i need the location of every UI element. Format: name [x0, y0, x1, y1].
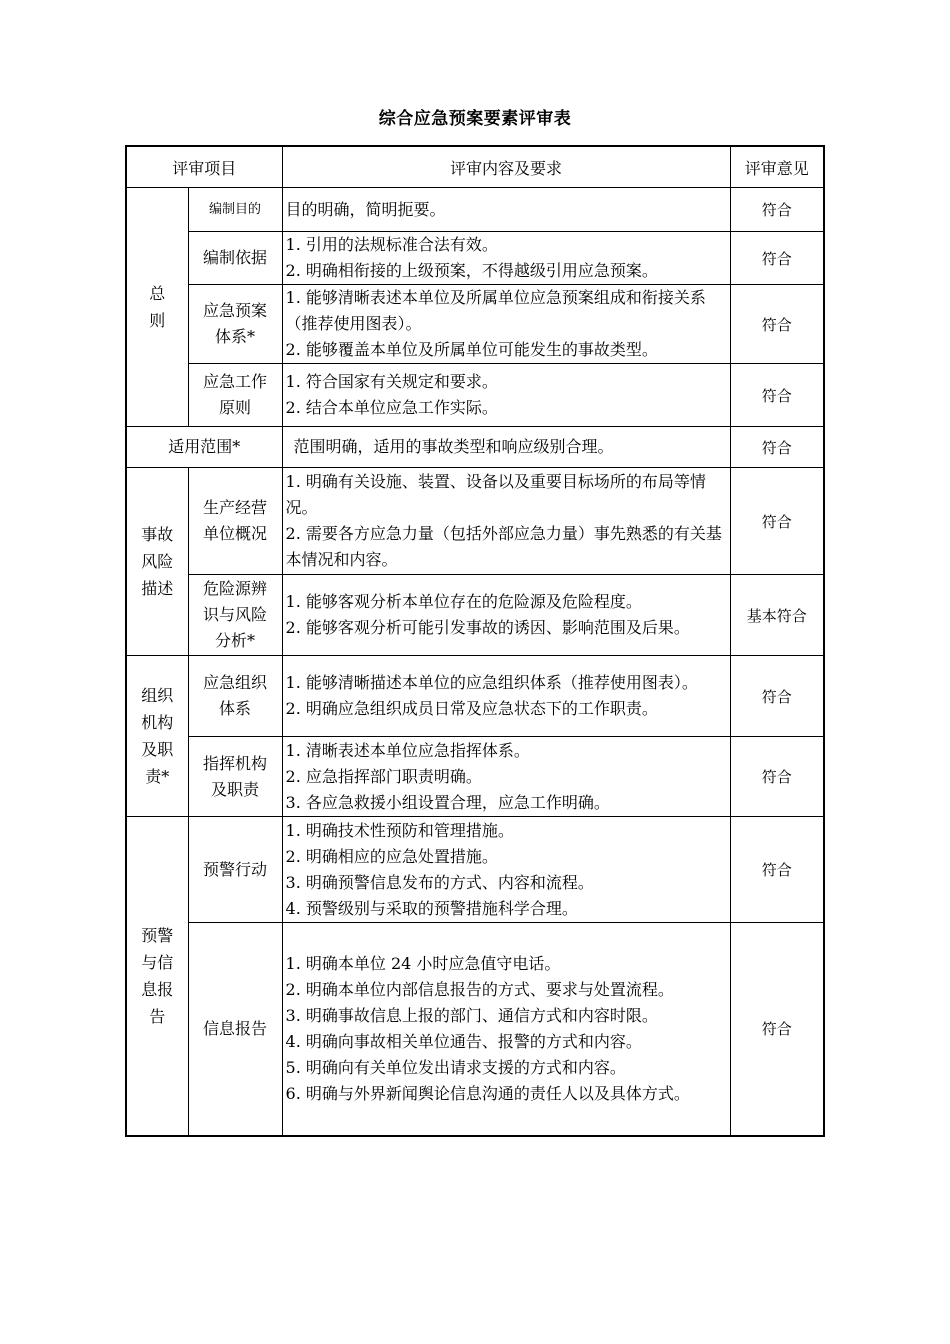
content-item: 6. 明确与外界新闻舆论信息沟通的责任人以及具体方式。: [285, 1083, 690, 1103]
header-item: 评审项目: [126, 146, 282, 188]
content-item: 1. 清晰表述本单位应急指挥体系。: [285, 740, 530, 760]
content-item: 2. 明确本单位内部信息报告的方式、要求与处置流程。: [285, 979, 674, 999]
content-item: 范围明确，适用的事故类型和响应级别合理。: [293, 437, 614, 456]
section-label: 组织机构及职责*: [141, 686, 174, 786]
content-item: 5. 明确向有关单位发出请求支援的方式和内容。: [285, 1057, 626, 1077]
sub-item-cell: [188, 468, 282, 575]
content-item: 2. 能够客观分析可能引发事故的诱因、影响范围及后果。: [285, 618, 690, 637]
sub-item-cell: [188, 656, 282, 737]
opinion-cell: 基本符合: [730, 575, 824, 656]
opinion-cell: 符合: [730, 468, 824, 575]
section-label: 总则: [149, 284, 166, 330]
sub-item-cell: 预警行动: [188, 817, 282, 923]
content-item: 2. 能够覆盖本单位及所属单位可能发生的事故类型。: [285, 340, 658, 359]
content-item: 3. 明确预警信息发布的方式、内容和流程。: [285, 872, 594, 892]
content-cell: [282, 188, 730, 232]
opinion-cell: 符合: [730, 817, 824, 923]
content-item: 1. 明确有关设施、装置、设备以及重要目标场所的布局等情况。: [285, 472, 706, 517]
content-cell: [282, 575, 730, 656]
sub-item-cell: 编制目的: [188, 188, 282, 232]
header-content: 评审内容及要求: [282, 146, 730, 188]
content-item: 1. 能够清晰表述本单位及所属单位应急预案组成和衔接关系（推荐使用图表）。: [285, 288, 706, 333]
section-cell: [126, 656, 188, 817]
table-row: [126, 923, 824, 1136]
table-row: [126, 737, 824, 817]
content-item: 2. 需要各方应急力量（包括外部应急力量）事先熟悉的有关基本情况和内容。: [285, 524, 722, 569]
sub-item-cell: [188, 364, 282, 427]
opinion-cell: 符合: [730, 232, 824, 285]
sub-item-label: 指挥机构及职责: [202, 753, 267, 799]
content-cell: [282, 427, 730, 468]
sub-item-cell: [188, 575, 282, 656]
table-row: [126, 427, 824, 468]
opinion-cell: 符合: [730, 427, 824, 468]
table-row: [126, 364, 824, 427]
section-label: 事故风险描述: [141, 525, 174, 598]
section-cell: [126, 188, 188, 427]
content-cell: [282, 285, 730, 364]
table-header-row: [126, 146, 824, 188]
header-opinion: 评审意见: [730, 146, 824, 188]
sub-item-label: 应急预案体系*: [202, 301, 267, 346]
opinion-cell: 符合: [730, 285, 824, 364]
content-cell: [282, 923, 730, 1136]
content-item: 2. 明确应急组织成员日常及应急状态下的工作职责。: [285, 699, 658, 718]
content-item: 2. 明确相衔接的上级预案，不得越级引用应急预案。: [285, 261, 658, 280]
opinion-cell: 符合: [730, 188, 824, 232]
content-cell: [282, 737, 730, 817]
sub-item-label: 应急组织体系: [202, 673, 267, 718]
review-table: [125, 145, 825, 1137]
table-row: [126, 656, 824, 737]
sub-item-cell: [188, 285, 282, 364]
table-row: [126, 285, 824, 364]
sub-item-cell: [188, 737, 282, 817]
content-item: 3. 各应急救援小组设置合理，应急工作明确。: [285, 792, 610, 812]
content-item: 2. 应急指挥部门职责明确。: [285, 766, 482, 786]
table-row: [126, 468, 824, 575]
content-item: 4. 明确向事故相关单位通告、报警的方式和内容。: [285, 1031, 642, 1051]
table-row: [126, 232, 824, 285]
section-cell: [126, 817, 188, 1136]
page-title: 综合应急预案要素评审表: [378, 109, 572, 129]
section-label: 预警与信息报告: [141, 925, 174, 1026]
content-cell: [282, 468, 730, 575]
content-item: 3. 明确事故信息上报的部门、通信方式和内容时限。: [285, 1005, 658, 1025]
sub-item-cell: 编制依据: [188, 232, 282, 285]
sub-item-cell: 信息报告: [188, 923, 282, 1136]
content-cell: [282, 232, 730, 285]
content-item: 1. 能够清晰描述本单位的应急组织体系（推荐使用图表）。: [285, 673, 698, 692]
opinion-cell: 符合: [730, 656, 824, 737]
section-cell: [126, 468, 188, 656]
sub-item-label: 危险源辨识与风险分析*: [202, 579, 267, 650]
content-item: 2. 结合本单位应急工作实际。: [285, 398, 498, 417]
content-item: 1. 明确本单位 24 小时应急值守电话。: [285, 953, 561, 973]
content-item: 1. 符合国家有关规定和要求。: [285, 372, 498, 391]
content-item: 4. 预警级别与采取的预警措施科学合理。: [285, 898, 578, 918]
content-item: 1. 明确技术性预防和管理措施。: [285, 820, 514, 840]
opinion-cell: 符合: [730, 923, 824, 1136]
content-cell: [282, 656, 730, 737]
opinion-cell: 符合: [730, 737, 824, 817]
table-row: [126, 575, 824, 656]
sub-item-label: 应急工作原则: [202, 372, 267, 417]
content-item: 目的明确，简明扼要。: [285, 199, 446, 219]
table-row: [126, 817, 824, 923]
table-row: [126, 188, 824, 232]
content-cell: [282, 817, 730, 923]
content-item: 1. 能够客观分析本单位存在的危险源及危险程度。: [285, 592, 642, 611]
section-cell: 适用范围*: [126, 427, 282, 468]
content-item: 2. 明确相应的应急处置措施。: [285, 846, 498, 866]
content-item: 1. 引用的法规标准合法有效。: [285, 235, 498, 254]
opinion-cell: 符合: [730, 364, 824, 427]
content-cell: [282, 364, 730, 427]
sub-item-label: 生产经营单位概况: [202, 498, 267, 543]
